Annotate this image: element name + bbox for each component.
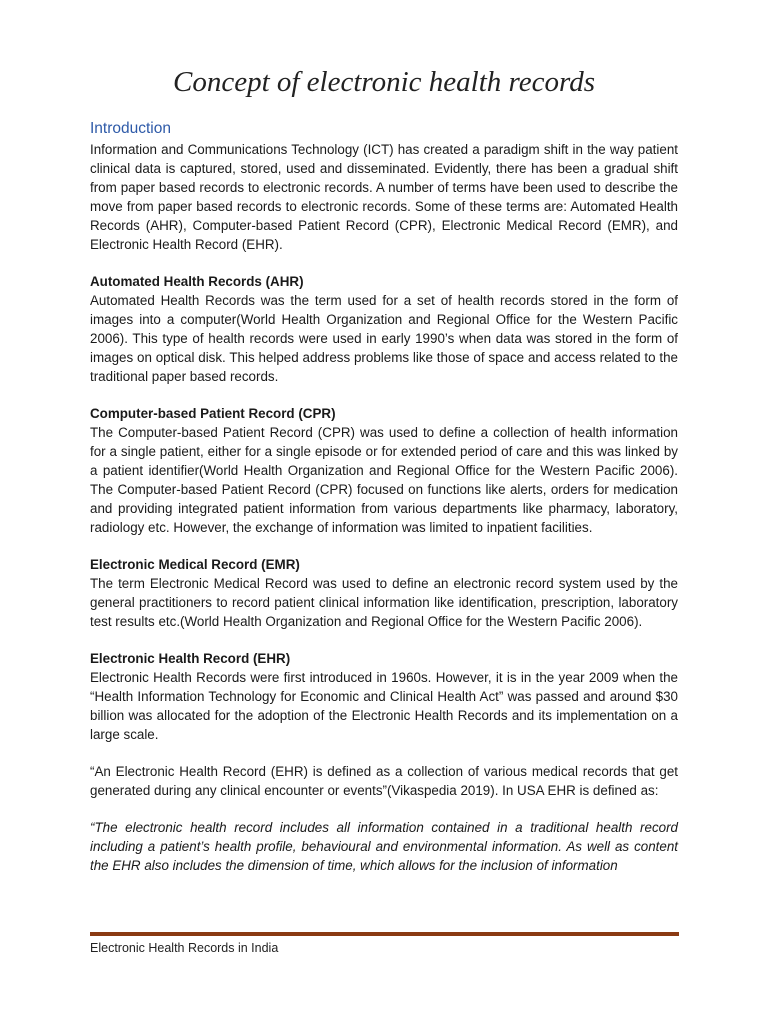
section-body-cpr: The Computer-based Patient Record (CPR) was used to define a collection of health information for a single patient, either for a single episode or for extended period of care and this was linked by a patient identifier(World Health Organization and Regional Office for the Western Pacific 2006). The Computer-based Patient Record (CPR) focused on functions like alerts, orders for medication and providing integrated patient information from various departments like pharmacy, laboratory, radiology etc. However, the exchange of information was limited to inpatient facilities. <box>90 425 678 535</box>
section-heading-cpr: Computer-based Patient Record (CPR) <box>90 406 336 421</box>
document-title: Concept of electronic health records <box>172 66 595 98</box>
document-body <box>90 119 678 875</box>
section-heading-emr: Electronic Medical Record (EMR) <box>90 557 300 572</box>
footer-divider <box>90 932 679 936</box>
quote-paragraph: “The electronic health record includes all information contained in a traditional health record including a patient’s health profile, behavioural and environmental information. As well as content the EHR also includes the dimension of time, which allows for the inclusion of information <box>90 820 678 873</box>
introduction-heading: Introduction <box>90 120 171 137</box>
definition-paragraph: “An Electronic Health Record (EHR) is defined as a collection of various medical records that get generated during any clinical encounter or events”(Vikaspedia 2019). In USA EHR is defined as: <box>90 764 678 798</box>
section-body-ahr: Automated Health Records was the term used for a set of health records stored in the form of images into a computer(World Health Organization and Regional Office for the Western Pacific 2006). This type of health records were used in early 1990’s when data was stored in the form of images on optical disk. This helped address problems like those of space and access related to the traditional paper based records. <box>90 293 678 384</box>
page-footer: Electronic Health Records in India <box>90 941 279 955</box>
introduction-paragraph: Information and Communications Technology (ICT) has created a paradigm shift in the way patient clinical data is captured, stored, used and disseminated. Evidently, there has been a gradual shift from paper based records to electronic records. A number of terms have been used to describe the move from paper based records to electronic records. Some of these terms are: Automated Health Records (AHR), Computer-based Patient Record (CPR), Electronic Medical Record (EMR), and Electronic Health Record (EHR). <box>90 142 678 252</box>
section-heading-ahr: Automated Health Records (AHR) <box>90 274 304 289</box>
section-body-emr: The term Electronic Medical Record was used to define an electronic record system used by the general practitioners to record patient clinical information like identification, prescription, laboratory test results etc.(World Health Organization and Regional Office for the Western Pacific 2006). <box>90 576 678 629</box>
section-body-ehr: Electronic Health Records were first introduced in 1960s. However, it is in the year 2009 when the “Health Information Technology for Economic and Clinical Health Act” was passed and around $30 billion was allocated for the adoption of the Electronic Health Records and its implementation on a large scale. <box>90 670 678 742</box>
section-heading-ehr: Electronic Health Record (EHR) <box>90 651 291 666</box>
